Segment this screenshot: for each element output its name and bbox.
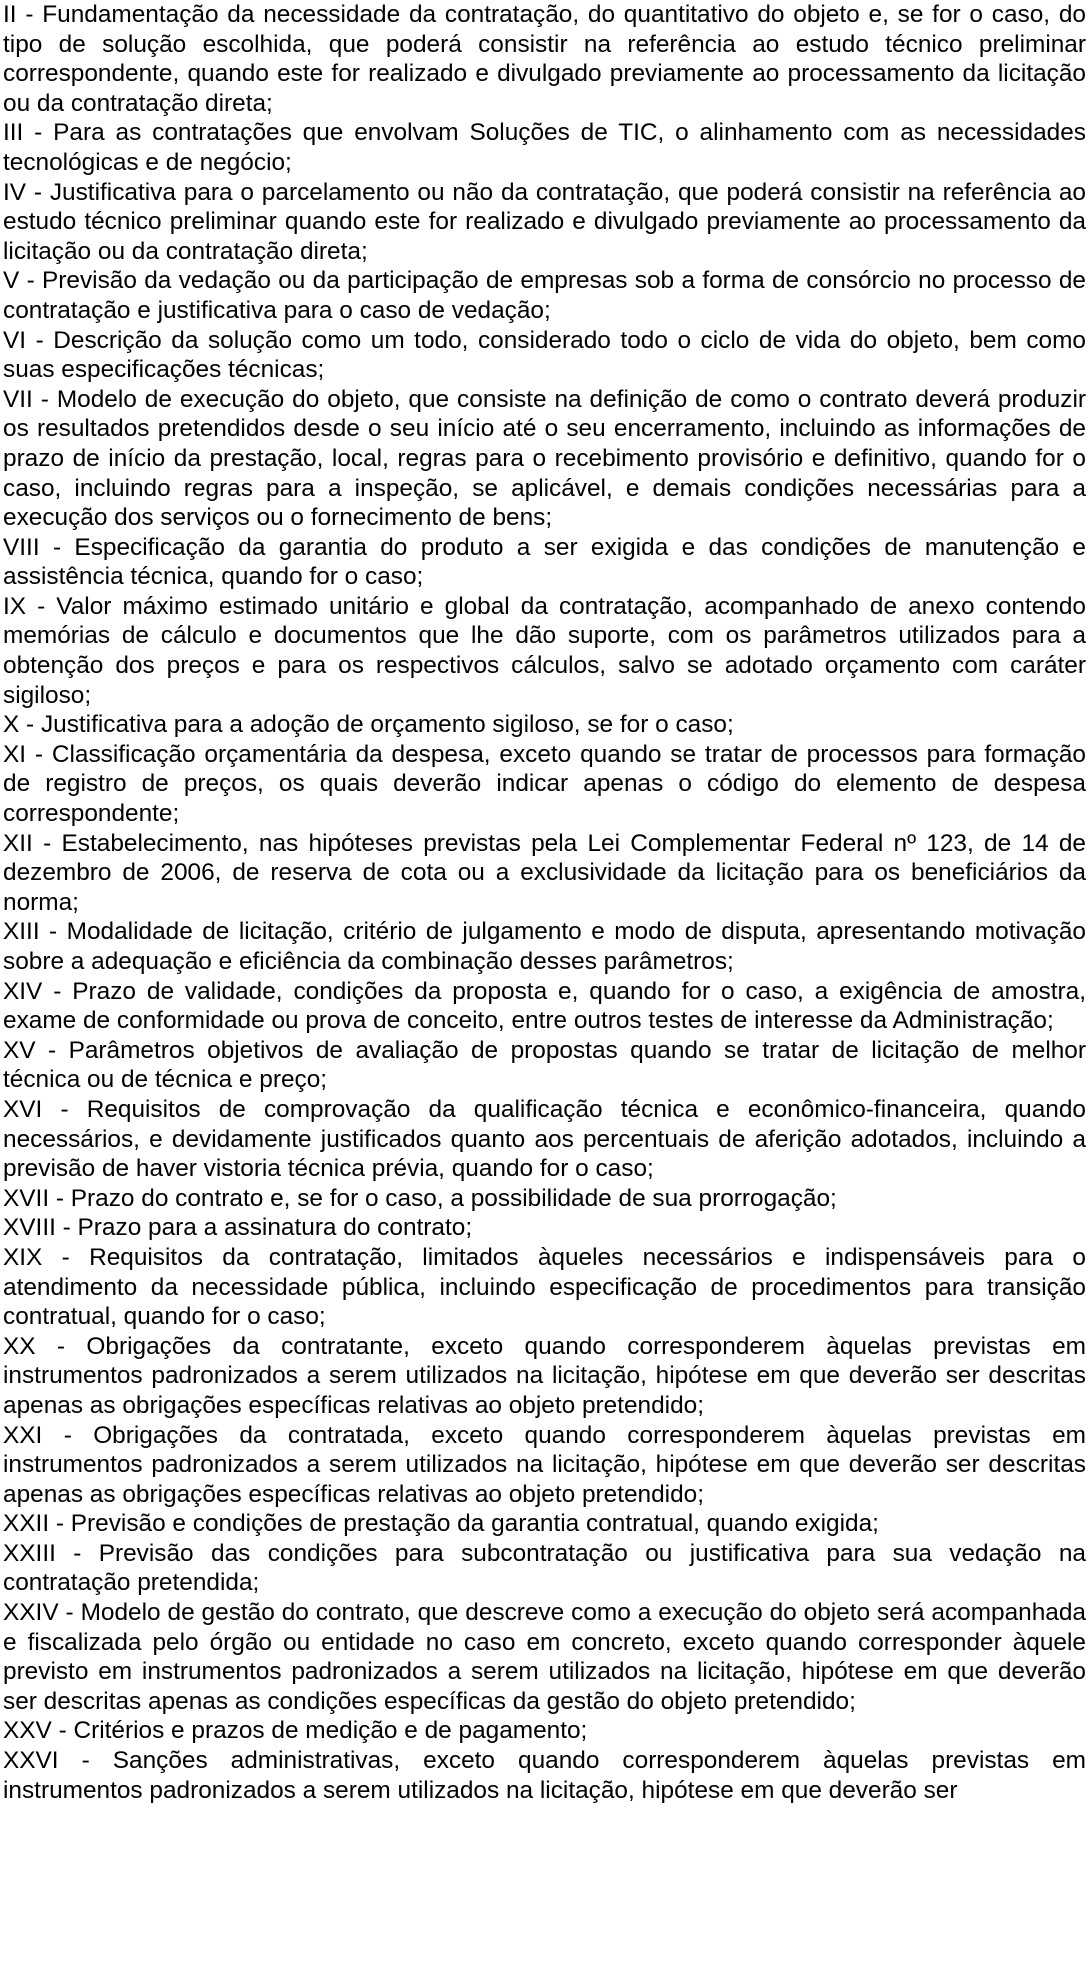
item-XXI: XXI - Obrigações da contratada, exceto quando corresponderem àquelas previstas em instrumentos padronizados a serem utilizados na licitação, hipótese em que deverão ser descritas apenas as obrigações específicas relativas ao objeto pretendido;: [3, 1421, 1086, 1508]
item-V: V - Previsão da vedação ou da participação de empresas sob a forma de consórcio no processo de contratação e justificativa para o caso de vedação;: [3, 267, 1086, 324]
item-XV: XV - Parâmetros objetivos de avaliação de propostas quando se tratar de licitação de melhor técnica ou de técnica e preço;: [3, 1036, 1086, 1094]
item-XII: XII - Estabelecimento, nas hipóteses previstas pela Lei Complementar Federal nº 123, de 14 de dezembro de 2006, de reserva de cota ou a exclusividade da licitação para os beneficiários da norma;: [3, 829, 1086, 916]
item-XIX: XIX - Requisitos da contratação, limitados àqueles necessários e indispensáveis para o atendimento da necessidade pública, incluindo especificação de procedimentos para transição contratual, quando for o caso;: [3, 1243, 1086, 1331]
item-VII: VII - Modelo de execução do objeto, que consiste na definição de como o contrato deverá produzir os resultados pretendidos desde o seu início até o seu encerramento, incluindo as informações de prazo de início da prestação, local, regras para o recebimento provisório e definitivo, quando for o caso, incluindo regras para a inspeção, se aplicável, e demais condições necessárias para a execução dos serviços ou o fornecimento de bens;: [3, 385, 1086, 532]
item-II: II - Fundamentação da necessidade da contratação, do quantitativo do objeto e, se for o caso, do tipo de solução escolhida, que poderá consistir na referência ao estudo técnico preliminar correspondente, quando este for realizado e divulgado previamente ao processamento da licitação ou da contratação direta;: [3, 1, 1086, 117]
item-XXII: XXII - Previsão e condições de prestação da garantia contratual, quando exigida;: [3, 1510, 879, 1538]
item-XXIII: XXIII - Previsão das condições para subcontratação ou justificativa para sua vedação na contratação pretendida;: [3, 1539, 1086, 1597]
item-XIV: XIV - Prazo de validade, condições da proposta e, quando for o caso, a exigência de amostra, exame de conformidade ou prova de conceito, entre outros testes de interesse da Administração;: [3, 977, 1086, 1035]
item-XXVI: XXVI - Sanções administrativas, exceto quando corresponderem àquelas previstas em instrumentos padronizados a serem utilizados na licitação, hipótese em que deverão ser: [3, 1747, 1086, 1804]
item-XX: XX - Obrigações da contratante, exceto quando corresponderem àquelas previstas em instrumentos padronizados a serem utilizados na licitação, hipótese em que deverão ser descritas apenas as obrigações específicas relativas ao objeto pretendido;: [3, 1332, 1086, 1419]
item-XVIII: XVIII - Prazo para a assinatura do contrato;: [3, 1214, 473, 1242]
item-IX: IX - Valor máximo estimado unitário e global da contratação, acompanhado de anexo contendo memórias de cálculo e documentos que lhe dão suporte, com os parâmetros utilizados para a obtenção dos preços e para os respectivos cálculos, salvo se adotado orçamento com caráter sigiloso;: [3, 592, 1086, 709]
item-XVI: XVI - Requisitos de comprovação da qualificação técnica e econômico-financeira, quando necessários, e devidamente justificados quanto aos percentuais de aferição adotados, incluindo a previsão de haver vistoria técnica prévia, quando for o caso;: [3, 1095, 1086, 1183]
item-XI: XI - Classificação orçamentária da despesa, exceto quando se tratar de processos para formação de registro de preços, os quais deverão indicar apenas o código do elemento de despesa correspondente;: [3, 740, 1086, 828]
item-IV: IV - Justificativa para o parcelamento ou não da contratação, que poderá consistir na referência ao estudo técnico preliminar quando este for realizado e divulgado previamente ao processamento da licitação ou da contratação direta;: [3, 178, 1086, 265]
item-XIII: XIII - Modalidade de licitação, critério de julgamento e modo de disputa, apresentando motivação sobre a adequação e eficiência da combinação desses parâmetros;: [3, 918, 1086, 975]
item-VIII: VIII - Especificação da garantia do produto a ser exigida e das condições de manutenção e assistência técnica, quando for o caso;: [3, 533, 1086, 591]
item-XVII: XVII - Prazo do contrato e, se for o caso, a possibilidade de sua prorrogação;: [3, 1184, 837, 1212]
item-VI: VI - Descrição da solução como um todo, considerado todo o ciclo de vida do objeto, bem como suas especificações técnicas;: [3, 326, 1086, 384]
item-XXIV: XXIV - Modelo de gestão do contrato, que descreve como a execução do objeto será acompanhada e fiscalizada pelo órgão ou entidade no caso em concreto, exceto quando corresponder àquele previsto em instrumentos padronizados a serem utilizados na licitação, hipótese em que deverão ser descritas apenas as condições específicas da gestão do objeto pretendido;: [3, 1599, 1086, 1715]
item-X: X - Justificativa para a adoção de orçamento sigiloso, se for o caso;: [3, 711, 734, 739]
item-III: III - Para as contratações que envolvam Soluções de TIC, o alinhamento com as necessidades tecnológicas e de negócio;: [3, 119, 1086, 176]
item-XXV: XXV - Critérios e prazos de medição e de pagamento;: [3, 1717, 588, 1745]
